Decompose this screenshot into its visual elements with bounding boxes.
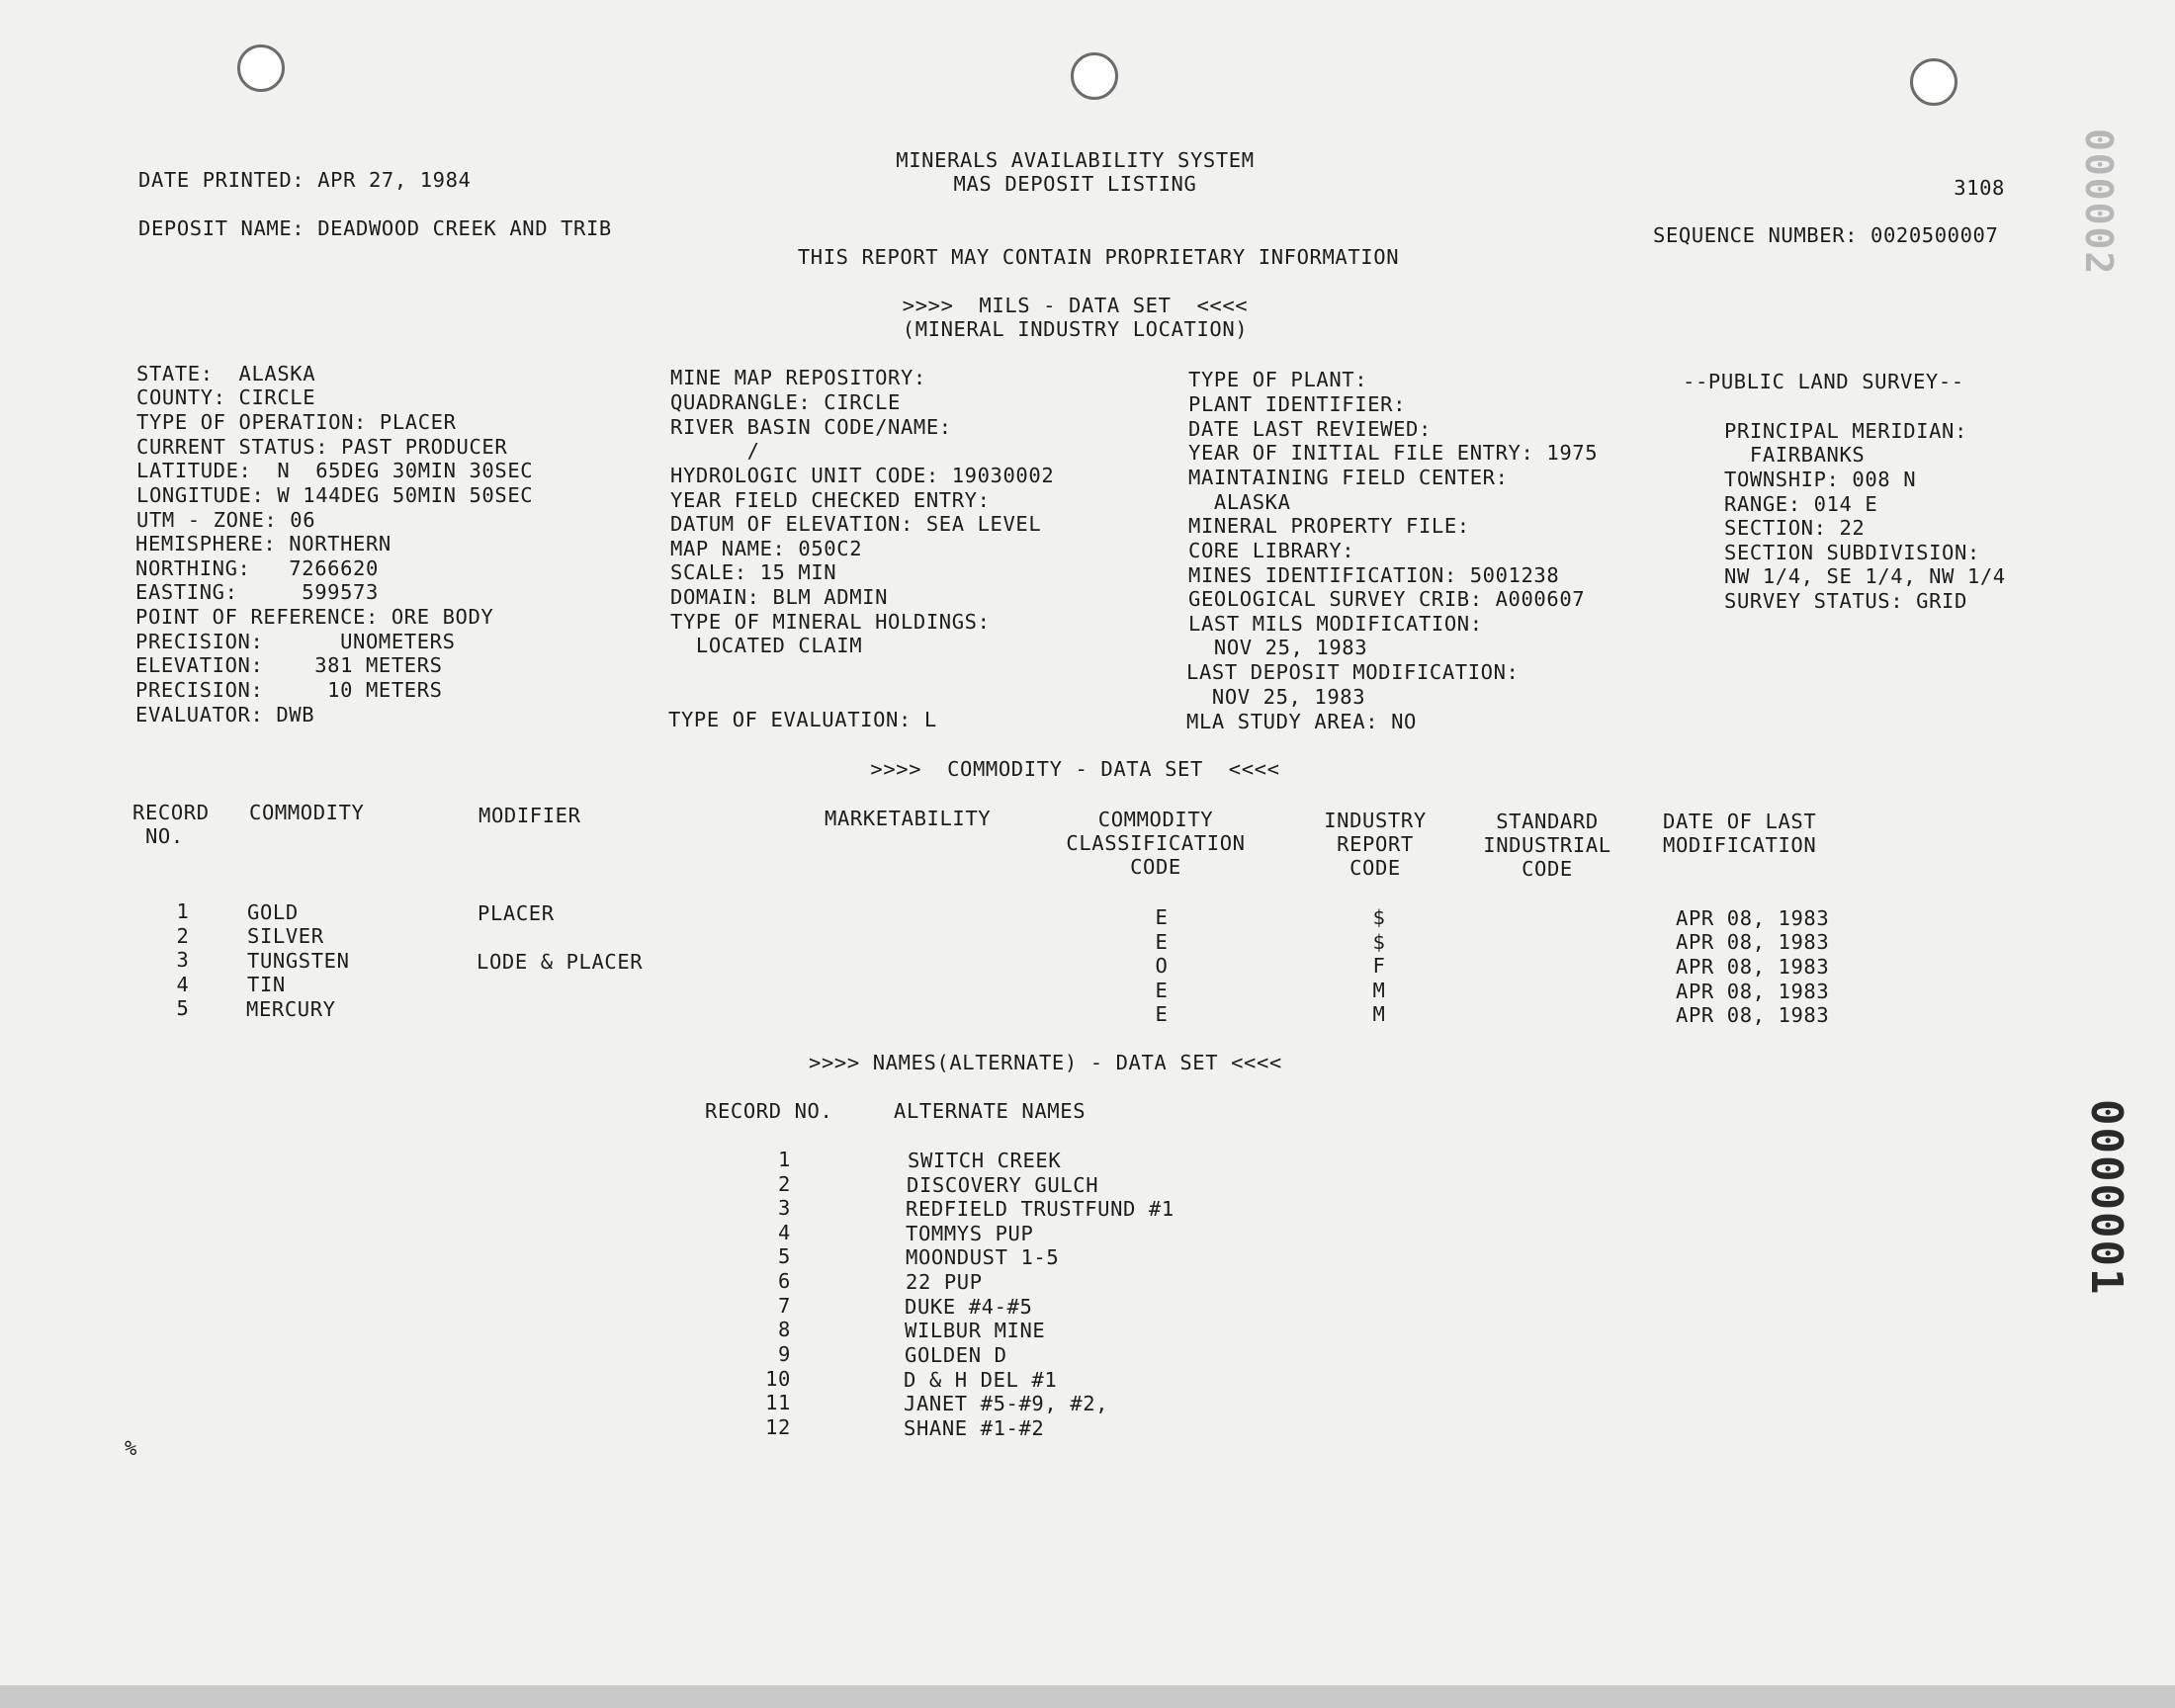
- sequence-number: SEQUENCE NUMBER: 0020500007: [1653, 223, 1999, 247]
- field-northing: NORTHING: 7266620: [135, 556, 379, 580]
- system-title: MINERALS AVAILABILITY SYSTEM: [896, 148, 1255, 172]
- industry-report-code: M: [1372, 979, 1386, 1002]
- field-field-center-value: ALASKA: [1188, 490, 1291, 514]
- header-standard-industrial-code: STANDARD INDUSTRIAL CODE: [1483, 810, 1611, 881]
- alternate-name: DUKE #4-#5: [905, 1295, 1033, 1319]
- deposit-name: DEPOSIT NAME: DEADWOOD CREEK AND TRIB: [138, 216, 612, 240]
- field-hemisphere: HEMISPHERE: NORTHERN: [135, 532, 392, 555]
- last-modification-date: APR 08, 1983: [1676, 980, 1830, 1003]
- header-commodity: COMMODITY: [249, 801, 365, 824]
- modifier: LODE & PLACER: [477, 950, 644, 974]
- names-section-title: >>>> NAMES(ALTERNATE) - DATA SET <<<<: [809, 1051, 1282, 1074]
- record-no: 1: [176, 899, 190, 923]
- header-industry-report-code: INDUSTRY REPORT CODE: [1324, 809, 1427, 880]
- field-point-of-reference: POINT OF REFERENCE: ORE BODY: [135, 605, 494, 629]
- field-township: TOWNSHIP: 008 N: [1724, 468, 1917, 491]
- field-evaluator: EVALUATOR: DWB: [135, 703, 315, 726]
- footer-percent-mark: %: [125, 1436, 137, 1460]
- classification-code: O: [1155, 954, 1169, 978]
- field-year-initial-entry: YEAR OF INITIAL FILE ENTRY: 1975: [1188, 441, 1599, 465]
- scan-bottom-edge: [0, 1685, 2175, 1708]
- field-precision-location: PRECISION: UNOMETERS: [135, 630, 456, 653]
- field-quadrangle: QUADRANGLE: CIRCLE: [670, 390, 901, 414]
- header-names-record-no: RECORD NO.: [705, 1099, 833, 1123]
- name-record-no: 3: [778, 1196, 791, 1220]
- mils-section-subtitle: (MINERAL INDUSTRY LOCATION): [902, 317, 1249, 341]
- name-record-no: 1: [778, 1148, 791, 1171]
- field-domain: DOMAIN: BLM ADMIN: [670, 585, 889, 609]
- field-river-basin: RIVER BASIN CODE/NAME:: [670, 415, 952, 439]
- header-classification-code: COMMODITY CLASSIFICATION CODE: [1066, 808, 1246, 879]
- field-longitude: LONGITUDE: W 144DEG 50MIN 50SEC: [136, 483, 534, 507]
- field-meridian-value: FAIRBANKS: [1724, 443, 1866, 467]
- field-mineral-holdings-value: LOCATED CLAIM: [670, 634, 863, 657]
- commodity-name: TIN: [247, 973, 286, 996]
- date-printed: DATE PRINTED: APR 27, 1984: [138, 168, 472, 192]
- field-date-last-reviewed: DATE LAST REVIEWED:: [1188, 417, 1432, 441]
- classification-code: E: [1155, 905, 1169, 929]
- stamp-number-bottom: 0000001: [2081, 1099, 2132, 1297]
- last-modification-date: APR 08, 1983: [1676, 1003, 1830, 1027]
- classification-code: E: [1155, 979, 1169, 1002]
- record-no: 3: [176, 948, 190, 972]
- last-modification-date: APR 08, 1983: [1676, 930, 1830, 954]
- field-type-of-mineral-holdings: TYPE OF MINERAL HOLDINGS:: [670, 610, 991, 634]
- alternate-name: 22 PUP: [906, 1270, 983, 1294]
- modifier: PLACER: [478, 901, 555, 925]
- field-last-mils-date: NOV 25, 1983: [1188, 636, 1368, 659]
- field-maintaining-field-center: MAINTAINING FIELD CENTER:: [1188, 466, 1509, 489]
- field-subdivision-value: NW 1/4, SE 1/4, NW 1/4: [1724, 564, 2006, 588]
- alternate-name: SWITCH CREEK: [908, 1149, 1062, 1172]
- field-mine-map-repository: MINE MAP REPOSITORY:: [670, 366, 926, 389]
- mils-section-title: >>>> MILS - DATA SET <<<<: [902, 294, 1249, 317]
- name-record-no: 6: [778, 1269, 791, 1293]
- industry-report-code: $: [1372, 930, 1386, 954]
- header-record-no: RECORD NO.: [132, 801, 210, 848]
- field-section: SECTION: 22: [1724, 516, 1866, 540]
- classification-code: E: [1155, 1002, 1169, 1026]
- field-last-mils-modification: LAST MILS MODIFICATION:: [1188, 612, 1483, 636]
- field-elevation: ELEVATION: 381 METERS: [135, 653, 443, 677]
- field-year-field-checked: YEAR FIELD CHECKED ENTRY:: [670, 488, 991, 512]
- classification-code: E: [1155, 930, 1169, 954]
- field-plant-identifier: PLANT IDENTIFIER:: [1188, 392, 1407, 416]
- listing-title: MAS DEPOSIT LISTING: [953, 172, 1197, 196]
- field-latitude: LATITUDE: N 65DEG 30MIN 30SEC: [136, 459, 534, 482]
- alternate-name: MOONDUST 1-5: [906, 1245, 1060, 1269]
- name-record-no: 10: [765, 1367, 791, 1391]
- alternate-name: REDFIELD TRUSTFUND #1: [906, 1197, 1174, 1221]
- header-modifier: MODIFIER: [478, 804, 581, 827]
- field-mineral-property-file: MINERAL PROPERTY FILE:: [1188, 514, 1470, 538]
- field-geological-survey-crib: GEOLOGICAL SURVEY CRIB: A000607: [1188, 587, 1586, 611]
- field-current-status: CURRENT STATUS: PAST PRODUCER: [136, 435, 508, 459]
- last-modification-date: APR 08, 1983: [1676, 955, 1830, 979]
- field-state: STATE: ALASKA: [136, 362, 316, 385]
- field-type-of-plant: TYPE OF PLANT:: [1188, 368, 1368, 391]
- field-range: RANGE: 014 E: [1724, 492, 1878, 516]
- alternate-name: WILBUR MINE: [905, 1319, 1046, 1342]
- alternate-name: TOMMYS PUP: [906, 1222, 1034, 1245]
- name-record-no: 7: [778, 1294, 791, 1318]
- field-map-name: MAP NAME: 050C2: [670, 537, 863, 560]
- field-last-deposit-date: NOV 25, 1983: [1186, 685, 1366, 709]
- industry-report-code: F: [1372, 954, 1386, 978]
- field-river-basin-value: /: [670, 439, 760, 463]
- commodity-name: TUNGSTEN: [247, 949, 350, 973]
- name-record-no: 5: [778, 1244, 791, 1268]
- punch-hole-left: [237, 44, 285, 92]
- name-record-no: 9: [778, 1342, 791, 1366]
- header-marketability: MARKETABILITY: [825, 807, 992, 830]
- name-record-no: 12: [765, 1415, 791, 1439]
- header-alternate-names: ALTERNATE NAMES: [894, 1099, 1087, 1123]
- field-core-library: CORE LIBRARY:: [1188, 539, 1355, 562]
- stamp-number-top: 000002: [2077, 128, 2121, 277]
- record-no: 2: [176, 924, 190, 948]
- name-record-no: 11: [765, 1391, 791, 1414]
- name-record-no: 4: [778, 1221, 791, 1244]
- field-easting: EASTING: 599573: [135, 580, 379, 604]
- field-precision-elevation: PRECISION: 10 METERS: [135, 678, 443, 702]
- alternate-name: DISCOVERY GULCH: [907, 1173, 1099, 1197]
- alternate-name: JANET #5-#9, #2,: [904, 1392, 1109, 1415]
- field-utm-zone: UTM - ZONE: 06: [136, 508, 316, 532]
- name-record-no: 8: [778, 1318, 791, 1341]
- industry-report-code: $: [1372, 905, 1386, 929]
- proprietary-notice: THIS REPORT MAY CONTAIN PROPRIETARY INFORMATION: [797, 245, 1400, 269]
- commodity-section-title: >>>> COMMODITY - DATA SET <<<<: [870, 757, 1280, 781]
- commodity-name: MERCURY: [246, 997, 336, 1021]
- field-survey-status: SURVEY STATUS: GRID: [1724, 589, 1967, 613]
- field-section-subdivision: SECTION SUBDIVISION:: [1724, 541, 1980, 564]
- header-date-of-last-modification: DATE OF LAST MODIFICATION: [1663, 810, 1817, 857]
- field-datum-of-elevation: DATUM OF ELEVATION: SEA LEVEL: [670, 512, 1042, 536]
- alternate-name: GOLDEN D: [905, 1343, 1007, 1367]
- record-no: 4: [176, 973, 190, 996]
- punch-hole-right: [1910, 58, 1958, 106]
- commodity-name: GOLD: [247, 900, 299, 924]
- field-last-deposit-modification: LAST DEPOSIT MODIFICATION:: [1186, 660, 1520, 684]
- commodity-name: SILVER: [247, 924, 324, 948]
- alternate-name: D & H DEL #1: [904, 1368, 1058, 1392]
- field-type-of-evaluation: TYPE OF EVALUATION: L: [668, 708, 937, 731]
- field-principal-meridian: PRINCIPAL MERIDIAN:: [1724, 419, 1967, 443]
- record-no: 5: [176, 996, 190, 1020]
- field-county: COUNTY: CIRCLE: [136, 385, 316, 409]
- punch-hole-center: [1071, 52, 1118, 100]
- field-type-of-operation: TYPE OF OPERATION: PLACER: [136, 410, 457, 434]
- alternate-name: SHANE #1-#2: [904, 1416, 1045, 1440]
- field-mla-study-area: MLA STUDY AREA: NO: [1186, 710, 1417, 733]
- name-record-no: 2: [778, 1172, 791, 1196]
- public-land-survey-title: --PUBLIC LAND SURVEY--: [1683, 370, 1964, 393]
- field-hydrologic-unit-code: HYDROLOGIC UNIT CODE: 19030002: [670, 464, 1055, 487]
- field-scale: SCALE: 15 MIN: [670, 560, 837, 584]
- industry-report-code: M: [1372, 1002, 1386, 1026]
- field-mines-identification: MINES IDENTIFICATION: 5001238: [1188, 563, 1560, 587]
- last-modification-date: APR 08, 1983: [1676, 906, 1830, 930]
- page-number: 3108: [1954, 176, 2005, 200]
